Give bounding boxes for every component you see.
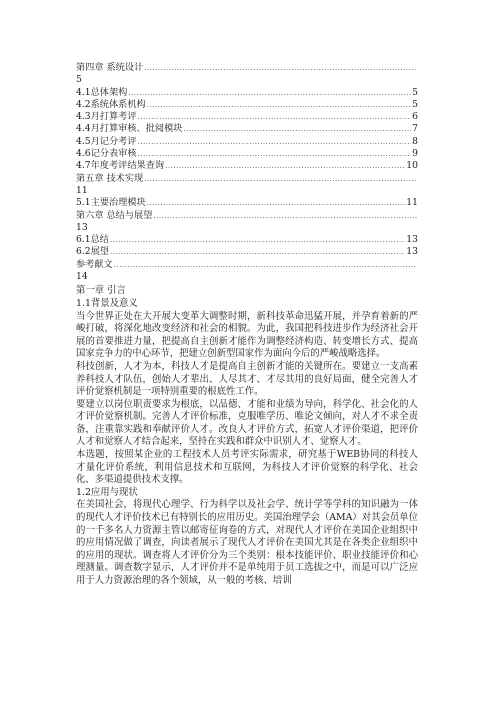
toc-chapter-entry[interactable]: [76, 62, 418, 74]
toc-entry-title: 4.5月记分考评: [76, 135, 137, 147]
toc-entry-title: 4.1总体架构: [76, 86, 128, 98]
document-body: [76, 285, 418, 587]
toc-dot-leader: [138, 111, 412, 123]
document-page: [76, 62, 418, 588]
toc-entry-title: 4.3月打算考评: [76, 111, 137, 123]
toc-page-number: 14: [76, 271, 88, 283]
section-heading: 1.2应用与现状: [76, 486, 138, 498]
toc-entry-title: 6.1总结: [76, 234, 109, 246]
toc-entry-title: 第四章 系统设计: [76, 62, 144, 73]
toc-entry-title: 参考献文: [76, 258, 113, 270]
toc-dot-leader: [144, 173, 417, 185]
toc-item-entry[interactable]: [76, 148, 418, 160]
toc-page-number: 6: [412, 111, 418, 123]
toc-page-number: 5: [412, 98, 418, 110]
paragraph: 本选题，按照某企业的工程技术人员考评实际需求，研究基于WEB协同的科技人才量化评价系统，利用信息技术和互联网，为科技人才评价觉察的科学化、社会化、多渠道提供技术支撑。: [76, 449, 418, 486]
toc-item-entry[interactable]: [76, 234, 418, 246]
toc-dot-leader: [110, 234, 405, 246]
toc-page-number: 13: [406, 246, 418, 258]
table-of-contents: [76, 62, 418, 283]
toc-item-entry[interactable]: [76, 197, 418, 209]
toc-dot-leader: [147, 99, 411, 111]
chapter-title: 第一章 引言: [76, 285, 126, 297]
toc-entry-title: 6.2展望: [76, 246, 109, 258]
toc-dot-leader: [184, 123, 412, 135]
toc-item-entry[interactable]: [76, 99, 418, 111]
toc-page-number: 13: [76, 221, 88, 233]
toc-item-entry[interactable]: [76, 136, 418, 148]
toc-dot-leader: [110, 246, 405, 258]
toc-item-entry[interactable]: [76, 246, 418, 258]
paragraph: 科技创新，人才为本，科技人才是提高自主创新才能的关键所在。要建立一支高素养科技人才队伍，创始人才辈出、人尽其才、才尽其用的良好局面，健全完善人才评价觉察机制是一项特别重要的根底性工作。: [76, 360, 418, 398]
toc-chapter-entry[interactable]: [76, 173, 418, 185]
toc-dot-leader: [153, 210, 417, 222]
paragraph: 当今世界正处在大开展大变革大调整时期，新科技革命迅猛开展，并孕育着新的严峻打破，将深化地改变经济和社会的相貌。为此，我国把科技进步作为经济社会开展的首要推进力量，把提高自主创新才能作为调整经济构造、转变增长方式、提高国家竞争力的中心环节，把建立创新型国家作为面向今后的严峻战略选择。: [76, 310, 418, 360]
toc-chapter-entry[interactable]: [76, 210, 418, 222]
toc-dot-leader: [138, 136, 412, 148]
toc-page-number: 5: [412, 86, 418, 98]
toc-dot-leader: [114, 259, 417, 271]
toc-page-number: 11: [76, 184, 88, 196]
toc-page-number: 9: [412, 148, 418, 160]
toc-page-number: 7: [412, 123, 418, 135]
toc-page-number: 5: [76, 74, 82, 86]
toc-entry-title: 4.6记分表审核: [76, 148, 137, 160]
toc-item-entry[interactable]: [76, 123, 418, 135]
toc-page-number: 13: [406, 234, 418, 246]
toc-entry-title: 4.7年度考评结果查询: [76, 160, 165, 172]
toc-dot-leader: [138, 148, 412, 160]
toc-page-number: 11: [406, 197, 418, 209]
toc-entry-title: 第五章 技术实现: [76, 172, 144, 184]
toc-page-number: 10: [406, 160, 418, 172]
toc-dot-leader: [165, 160, 405, 172]
toc-chapter-entry[interactable]: [76, 259, 418, 271]
toc-item-entry[interactable]: [76, 160, 418, 172]
toc-item-entry[interactable]: [76, 87, 418, 99]
paragraph: 在美国社会，将现代心理学、行为科学以及社会学、统计学等学科的知识融为一体的现代人才评价技术已有特别长的应用历史。美国治理学会（AMA）对其会员单位的一千多名人力资源主管以邮寄征询卷的方式，对现代人才评价在美国企业组织中的应用情况做了调查，向读者展示了现代人才评价在美国尤其是在各类企业组织中的应用的现状。调查将人才评价分为三个类别：根本技能评价、职业技能评价和心理测量。调查数字显示，人才评价并不是单纯用于员工选拔之中，而是可以广泛应用于人力资源治理的各个领域，从一般的考核、培训: [76, 499, 418, 586]
toc-dot-leader: [147, 197, 406, 209]
toc-entry-title: 5.1主要治理模块: [76, 197, 146, 209]
toc-entry-title: 4.2系统体系机构: [76, 98, 146, 110]
section-heading: 1.1背景及意义: [76, 297, 138, 309]
toc-item-entry[interactable]: [76, 111, 418, 123]
toc-dot-leader: [128, 87, 411, 99]
toc-dot-leader: [144, 62, 417, 74]
toc-entry-title: 第六章 总结与展望: [76, 209, 153, 221]
toc-page-number: 8: [412, 135, 418, 147]
paragraph: 要建立以岗位职责要求为根底，以品德、才能和业绩为导向，科学化、社会化的人才评价觉察机制。完善人才评价标准，克服唯学历、唯论文倾向，对人才不求全责备，注重靠实践和奉献评价人才。改良人才评价方式，拓宽人才评价渠道，把评价人才和觉察人才结合起来，坚持在实践和群众中识别人才、觉察人才。: [76, 398, 418, 448]
toc-entry-title: 4.4月打算审核、批阅模块: [76, 123, 183, 135]
